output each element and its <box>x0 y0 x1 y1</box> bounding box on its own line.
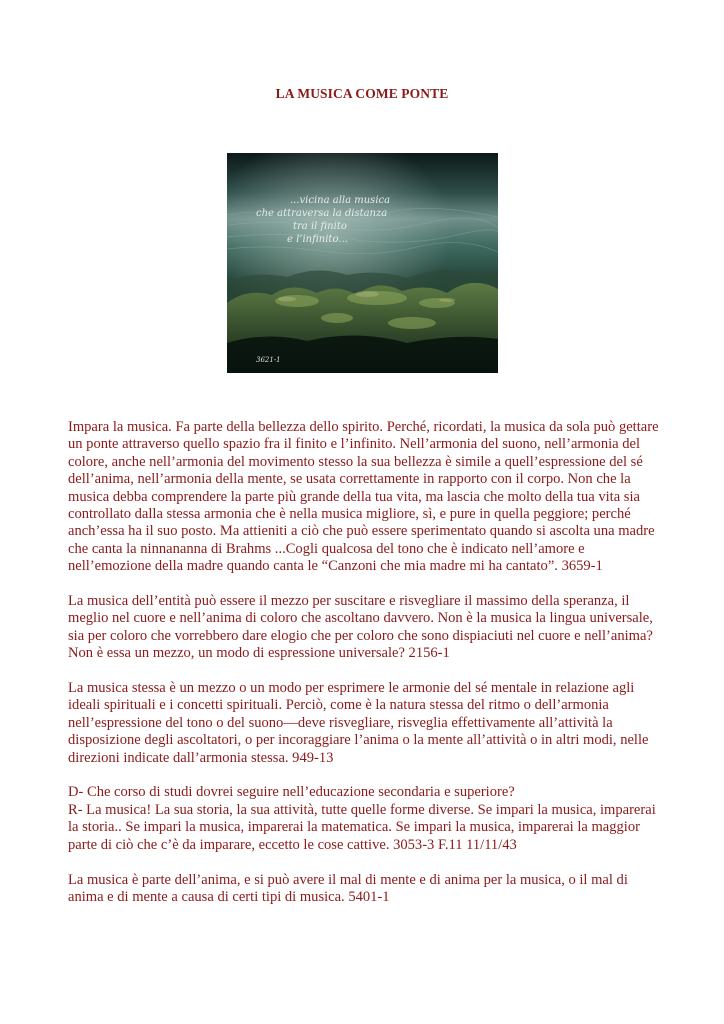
document-body <box>68 419 662 924</box>
image-caption-line-4: e l’infinito... <box>287 234 348 245</box>
underwater-image <box>227 153 498 373</box>
image-caption-line-1: ...vicina alla musica <box>290 195 391 206</box>
question-text: D- Che corso di studi dovrei seguire nell’educazione secondaria e superiore? <box>68 784 515 801</box>
question-answer-block <box>68 784 662 854</box>
answer-text: R- La musica! La sua storia, la sua attività, tutte quelle forme diverse. Se impari la musica, imparerai la storia.. Se impari la musica, imparerai la matematica. Se impari la musica, imparerai la maggior parte di ciò che c’è da imparare, eccetto le cose cattive. 3053-3 F.11 11/11/43 <box>68 801 656 853</box>
image-reference-number: 3621-1 <box>256 356 281 364</box>
paragraph-2: La musica dell’entità può essere il mezzo per suscitare e risvegliare il massimo della speranza, il meglio nel cuore e nell’anima di coloro che ascoltano davvero. Non è la musica la lingua universale, sia per coloro che vorrebbero dare elogio che per coloro che sono dispiaciuti nel cuore e nell’anima? Non è essa un mezzo, un modo di espressione universale? 2156-1 <box>68 593 653 662</box>
paragraph-1: Impara la musica. Fa parte della bellezza dello spirito. Perché, ricordati, la musica da sola può gettare un ponte attraverso quello spazio fra il finito e l’infinito. Nell’armonia del suono, nell’armonia del colore, anche nell’armonia del movimento stesso la sua bellezza è simile a quell’espressione del sé dell’anima, nell’armonia della mente, se usata correttamente in rapporto con il corpo. Non che la musica debba comprendere la parte più grande della tua vita, ma lascia che molto della tua vita sia controllato dalla stessa armonia che è nella musica migliore, sì, e pure in quella peggiore; perché anch’essa ha il suo posto. Ma attieniti a ciò che può essere sperimentato quando si ascolta una madre che canta la ninnananna di Brahms ...Cogli qualcosa del tono che è indicato nell’amore e nell’emozione della madre quando canta le “Canzoni che mia madre mi ha cantato”. 3659-1 <box>68 419 659 575</box>
closing-paragraph: La musica è parte dell’anima, e si può avere il mal di mente e di anima per la musica, o il mal di anima e di mente a causa di certi tipi di musica. 5401-1 <box>68 871 628 905</box>
image-caption-line-3: tra il finito <box>293 221 347 232</box>
underwater-scene-graphic <box>227 153 498 373</box>
image-caption-line-2: che attraversa la distanza <box>256 208 388 219</box>
paragraph-3: La musica stessa è un mezzo o un modo per esprimere le armonie del sé mentale in relazione agli ideali spirituali e i concetti spirituali. Perciò, come è la natura stessa del ritmo o dell’armonia nell’espressione del tono o del suono—deve risvegliare, risveglia effettivamente all’attività la disposizione degli ascoltatori, o per incoraggiare l’anima o la mente all’attività o in altri modi, nelle direzioni indicate dall’armonia stessa. 949-13 <box>68 680 649 766</box>
page-title: LA MUSICA COME PONTE <box>275 86 449 101</box>
